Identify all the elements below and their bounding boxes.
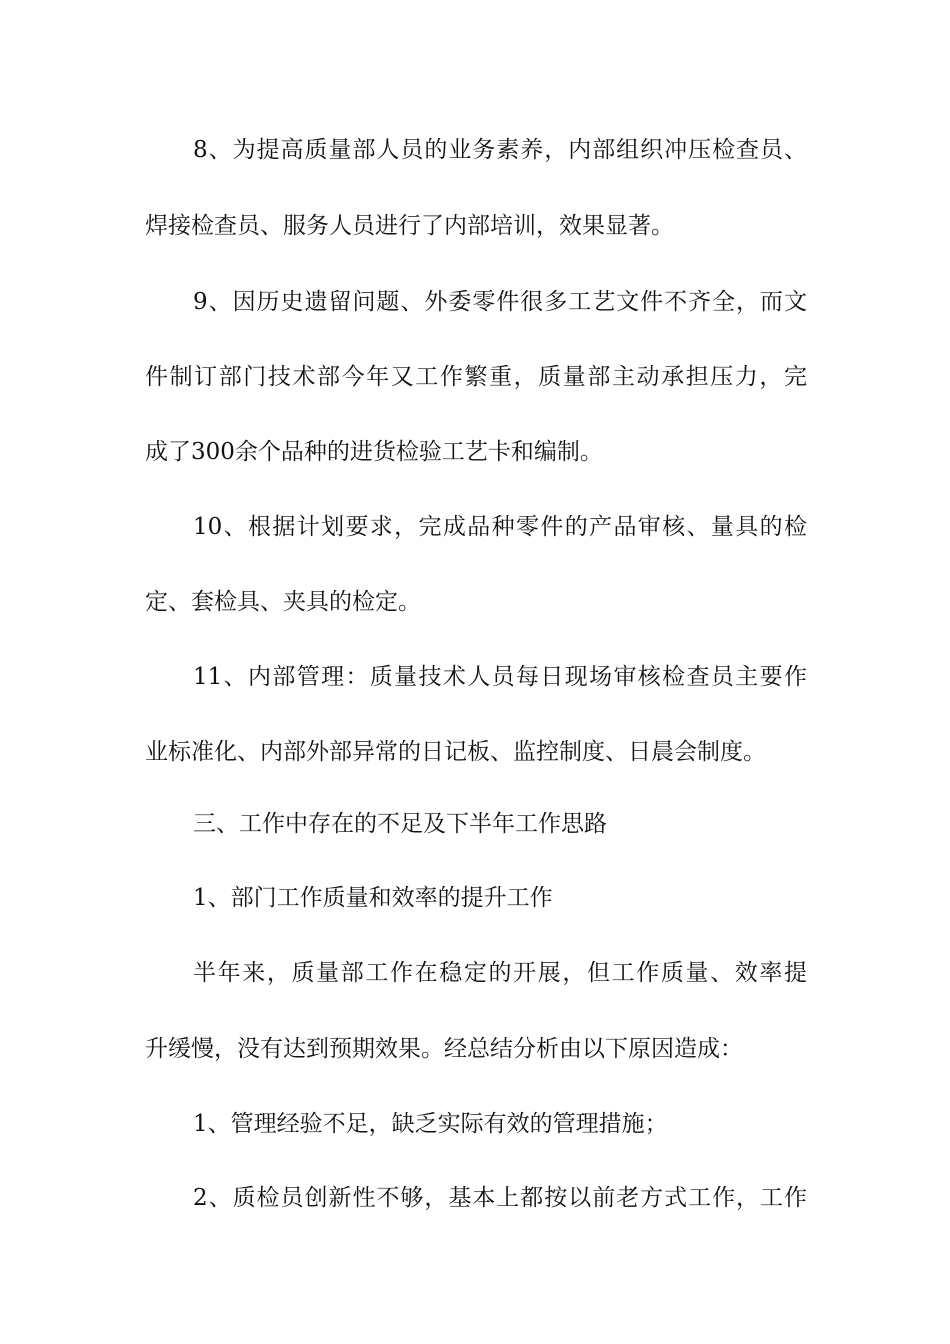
text-line: 10、根据计划要求，完成品种零件的产品审核、量具的检	[193, 514, 807, 540]
text-line: 1、管理经验不足，缺乏实际有效的管理措施；	[193, 1111, 668, 1137]
section-heading: 三、工作中存在的不足及下半年工作思路	[193, 811, 607, 837]
text-line: 11、内部管理：质量技术人员每日现场审核检查员主要作	[193, 664, 807, 690]
text-line: 9、因历史遗留问题、外委零件很多工艺文件不齐全，而文	[193, 289, 807, 315]
text-line: 8、为提高质量部人员的业务素养，内部组织冲压检查员、	[193, 137, 807, 163]
text-line: 成了300余个品种的进货检验工艺卡和编制。	[145, 439, 603, 465]
text-line: 2、质检员创新性不够，基本上都按以前老方式工作，工作	[193, 1185, 807, 1211]
text-line: 焊接检查员、服务人员进行了内部培训，效果显著。	[145, 213, 674, 239]
text-line: 升缓慢，没有达到预期效果。经总结分析由以下原因造成：	[145, 1036, 743, 1062]
text-line: 件制订部门技术部今年又工作繁重，质量部主动承担压力，完	[145, 364, 807, 390]
text-line: 定、套检具、夹具的检定。	[145, 589, 421, 615]
text-line: 半年来，质量部工作在稳定的开展，但工作质量、效率提	[193, 960, 807, 986]
subsection-heading: 1、部门工作质量和效率的提升工作	[193, 885, 553, 911]
text-line: 业标准化、内部外部异常的日记板、监控制度、日晨会制度。	[145, 739, 766, 765]
